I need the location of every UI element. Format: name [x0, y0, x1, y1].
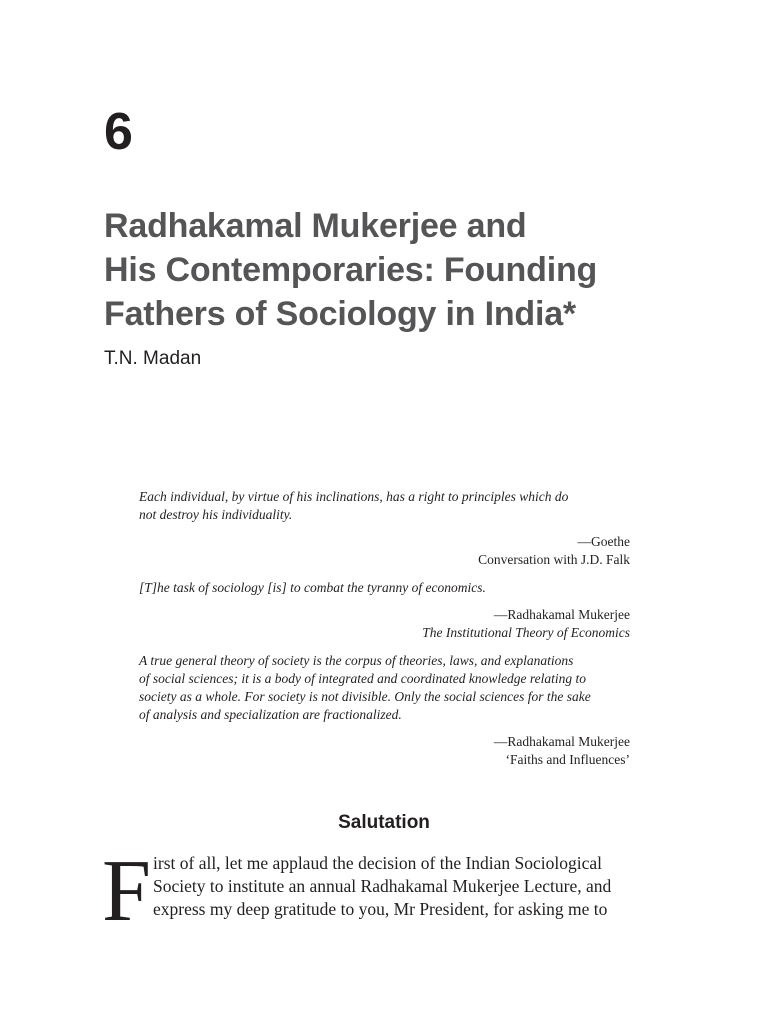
epigraphs — [139, 488, 630, 779]
body-line: express my deep gratitude to you, Mr President, for asking me to — [153, 899, 608, 919]
quote-line: of analysis and specialization are fractionalized. — [139, 707, 402, 722]
quote-line: [T]he task of sociology [is] to combat the tyranny of economics. — [139, 580, 486, 595]
attribution-source: Conversation with J.D. Falk — [478, 552, 630, 567]
quote-line: not destroy his individuality. — [139, 507, 293, 522]
body-line: irst of all, let me applaud the decision of the Indian Sociological — [153, 853, 603, 873]
chapter-title-line: His Contemporaries: Founding — [104, 251, 598, 289]
attribution-source: ‘Faiths and Influences’ — [505, 752, 630, 767]
chapter-title-line: Radhakamal Mukerjee and — [104, 207, 527, 245]
epigraph — [139, 488, 630, 569]
body-paragraph — [153, 852, 673, 921]
chapter-title — [104, 204, 724, 336]
quote-line: society as a whole. For society is not divisible. Only the social sciences for the sake — [139, 689, 591, 704]
attribution-author: —Radhakamal Mukerjee — [493, 607, 630, 622]
attribution-author: —Goethe — [577, 534, 630, 549]
section-heading: Salutation — [338, 812, 430, 833]
quote-line: A true general theory of society is the corpus of theories, laws, and explanations — [139, 653, 574, 668]
epigraph-quote — [139, 652, 630, 724]
chapter-title-line: Fathers of Sociology in India* — [104, 295, 576, 333]
epigraph-attribution — [139, 733, 630, 769]
epigraph-attribution — [139, 606, 630, 642]
epigraph-quote — [139, 579, 630, 597]
epigraph — [139, 579, 630, 642]
epigraph-quote — [139, 488, 630, 524]
epigraph — [139, 652, 630, 769]
attribution-source: The Institutional Theory of Economics — [422, 625, 630, 640]
drop-cap: F — [102, 843, 151, 940]
quote-line: of social sciences; it is a body of integrated and coordinated knowledge relating to — [139, 671, 587, 686]
chapter-number: 6 — [104, 103, 133, 161]
author-name: T.N. Madan — [104, 348, 202, 369]
quote-line: Each individual, by virtue of his inclinations, has a right to principles which do — [139, 489, 569, 504]
epigraph-attribution — [139, 533, 630, 569]
body-line: Society to institute an annual Radhakamal Mukerjee Lecture, and — [153, 876, 612, 896]
attribution-author: —Radhakamal Mukerjee — [493, 734, 630, 749]
